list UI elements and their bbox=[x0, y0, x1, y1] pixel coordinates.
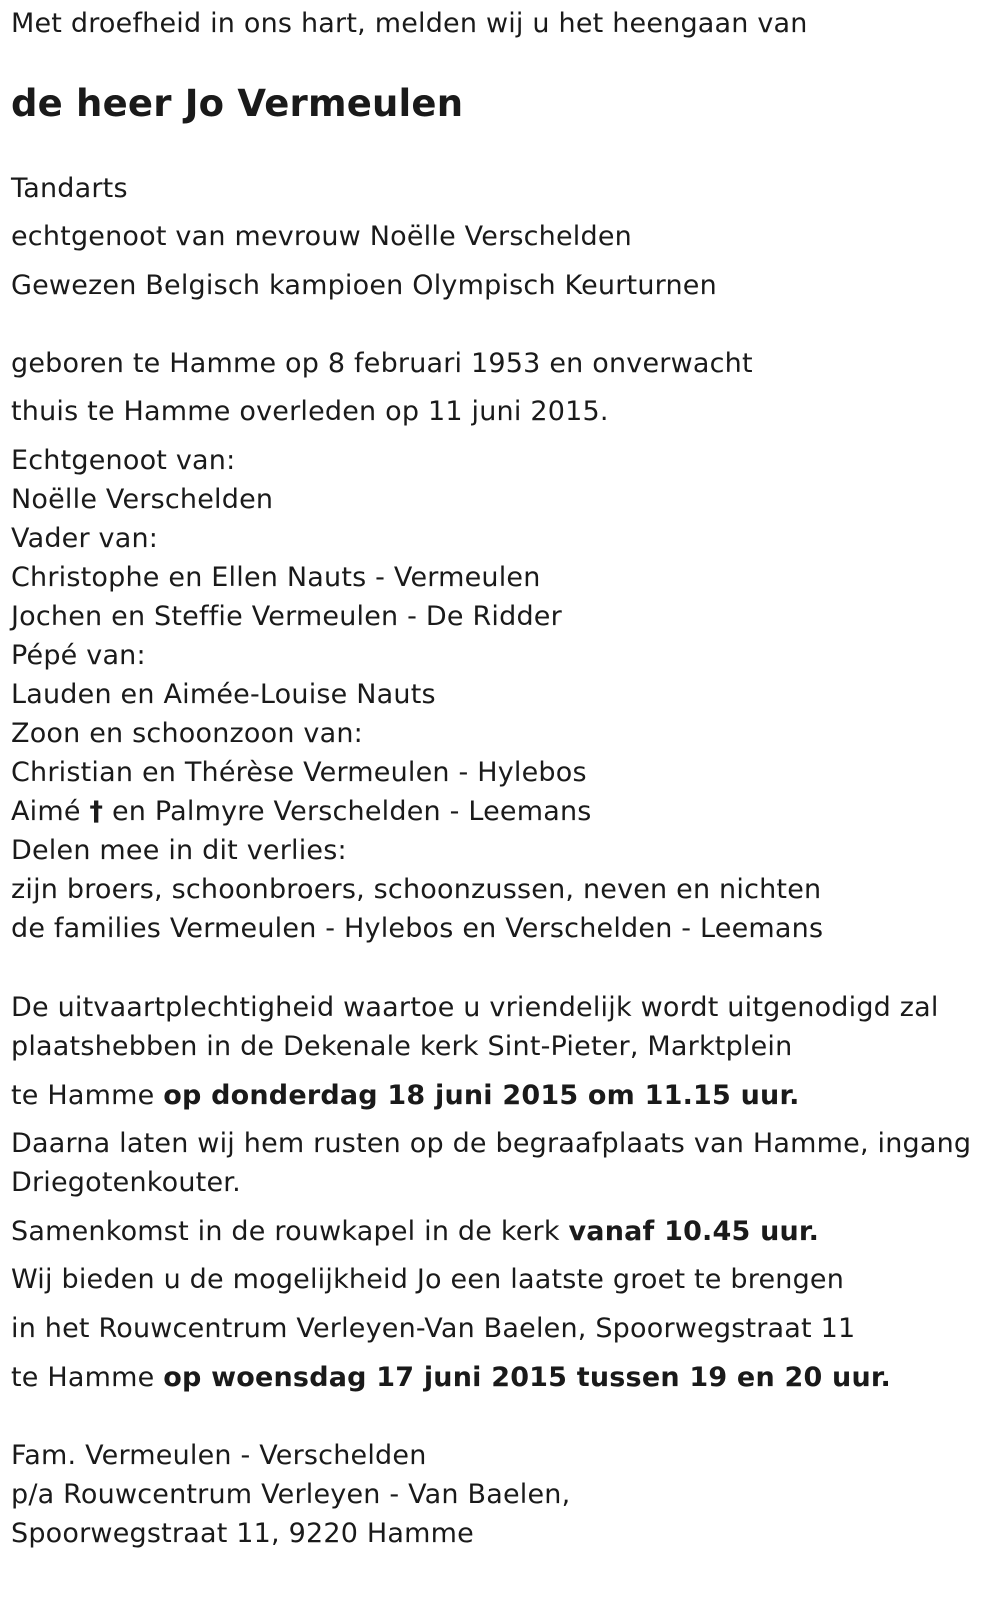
cross-icon: † bbox=[89, 796, 104, 827]
visit-line-1: Wij bieden u de mogelijkheid Jo een laatste groet te brengen bbox=[11, 1264, 845, 1295]
title-line: Gewezen Belgisch kampioen Olympisch Keurturnen bbox=[11, 270, 717, 301]
relation-entry: de families Vermeulen - Hylebos en Verschelden - Leemans bbox=[11, 913, 824, 944]
intro-text: Met droefheid in ons hart, melden wij u het heengaan van bbox=[11, 8, 808, 39]
relation-entry: zijn broers, schoonbroers, schoonzussen, neven en nichten bbox=[11, 874, 822, 905]
address-line: Fam. Vermeulen - Verschelden bbox=[11, 1440, 427, 1471]
gathering-place: Samenkomst in de rouwkapel in de kerk bbox=[11, 1216, 569, 1247]
aime-name: Aimé bbox=[11, 796, 90, 827]
profession: Tandarts bbox=[11, 173, 128, 204]
ceremony-line-2: plaatshebben in de Dekenale kerk Sint-Pieter, Marktplein bbox=[11, 1031, 793, 1062]
relation-label: Delen mee in dit verlies: bbox=[11, 835, 347, 866]
relation-label: Zoon en schoonzoon van: bbox=[11, 718, 363, 749]
deceased-name: de heer Jo Vermeulen bbox=[11, 82, 464, 125]
gathering-line bbox=[11, 1215, 819, 1249]
relation-entry: Christophe en Ellen Nauts - Vermeulen bbox=[11, 562, 541, 593]
burial-line-1: Daarna laten wij hem rusten op de begraafplaats van Hamme, ingang bbox=[11, 1128, 972, 1159]
birth-line-1: geboren te Hamme op 8 februari 1953 en onverwacht bbox=[11, 348, 753, 379]
relation-entry-aime bbox=[11, 795, 592, 829]
visit-place: te Hamme bbox=[11, 1362, 164, 1393]
address-line: p/a Rouwcentrum Verleyen - Van Baelen, bbox=[11, 1479, 571, 1510]
relation-label: Vader van: bbox=[11, 523, 159, 554]
visit-line-3 bbox=[11, 1361, 891, 1395]
relation-label: Echtgenoot van: bbox=[11, 445, 236, 476]
ceremony-place: te Hamme bbox=[11, 1080, 164, 1111]
burial-line-2: Driegotenkouter. bbox=[11, 1167, 241, 1198]
visit-line-2: in het Rouwcentrum Verleyen-Van Baelen, Spoorwegstraat 11 bbox=[11, 1313, 856, 1344]
address-line: Spoorwegstraat 11, 9220 Hamme bbox=[11, 1518, 474, 1549]
ceremony-line-3 bbox=[11, 1079, 800, 1113]
relation-entry: Noëlle Verschelden bbox=[11, 484, 274, 515]
birth-line-2: thuis te Hamme overleden op 11 juni 2015. bbox=[11, 396, 609, 427]
spouse-line: echtgenoot van mevrouw Noëlle Verschelden bbox=[11, 221, 632, 252]
aime-rest: en Palmyre Verschelden - Leemans bbox=[103, 796, 592, 827]
relation-label: Pépé van: bbox=[11, 640, 146, 671]
visit-datetime: op woensdag 17 juni 2015 tussen 19 en 20 uur. bbox=[163, 1362, 892, 1393]
relation-entry: Jochen en Steffie Vermeulen - De Ridder bbox=[11, 601, 562, 632]
relation-entry: Christian en Thérèse Vermeulen - Hylebos bbox=[11, 757, 587, 788]
relation-entry: Lauden en Aimée-Louise Nauts bbox=[11, 679, 436, 710]
ceremony-datetime: op donderdag 18 juni 2015 om 11.15 uur. bbox=[163, 1080, 800, 1111]
ceremony-line-1: De uitvaartplechtigheid waartoe u vriendelijk wordt uitgenodigd zal bbox=[11, 992, 939, 1023]
gathering-time: vanaf 10.45 uur. bbox=[568, 1216, 820, 1247]
